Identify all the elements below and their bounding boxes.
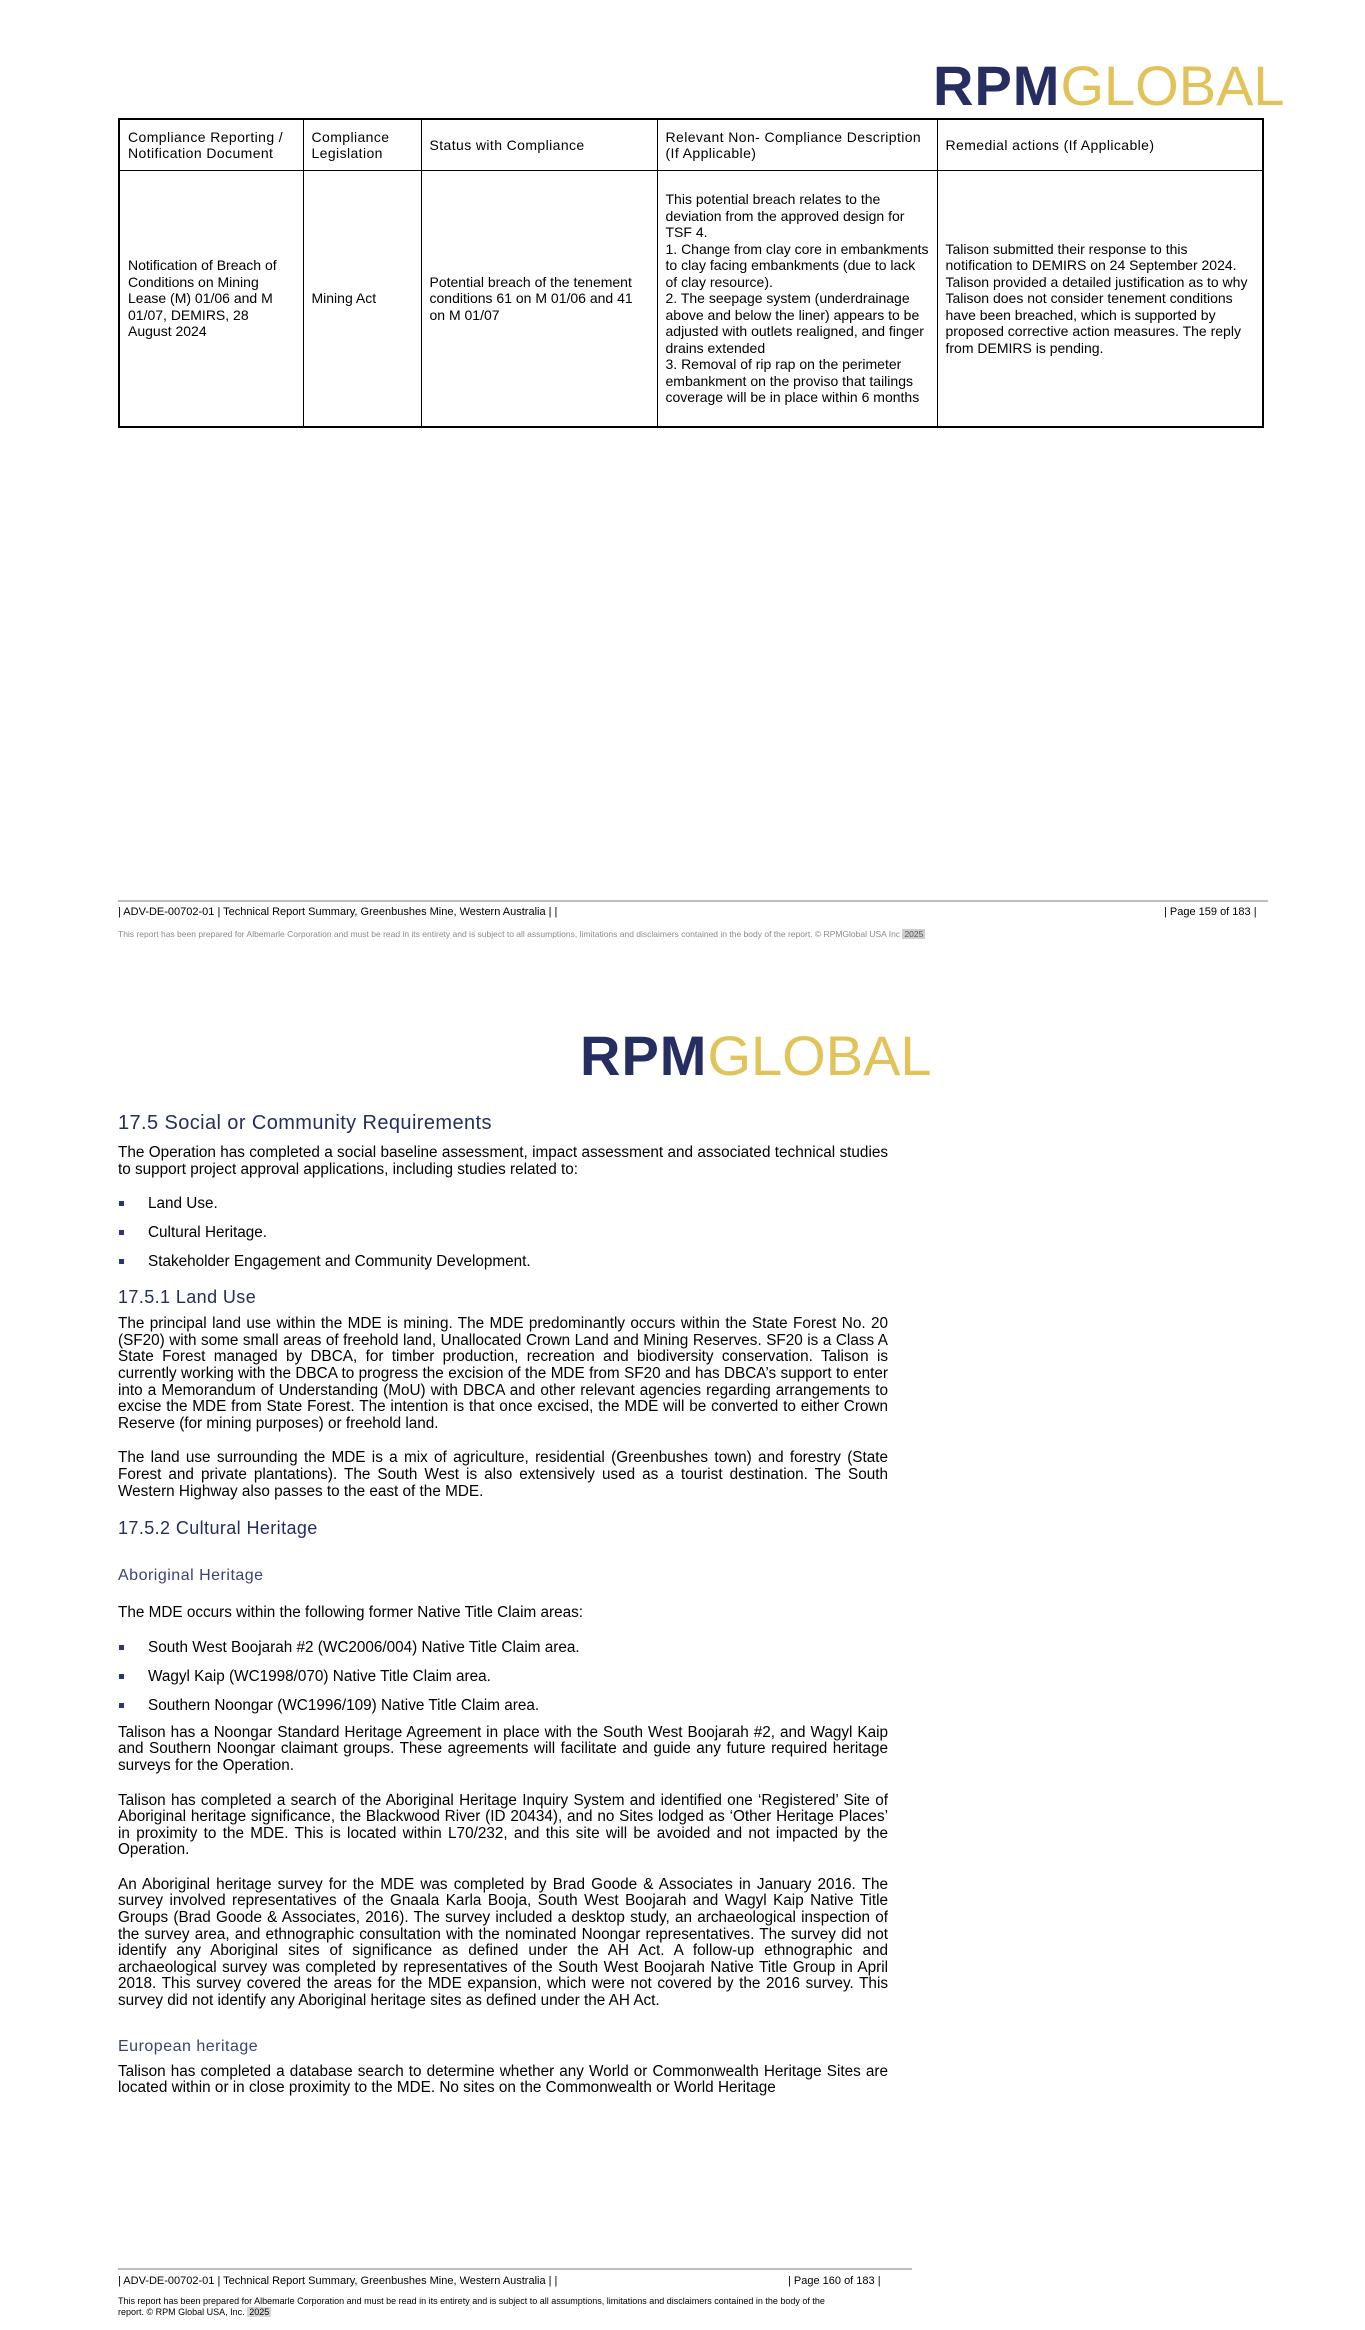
- aboriginal-intro: The MDE occurs within the following former Native Title Claim areas:: [118, 1604, 584, 1622]
- section-title: 17.5 Social or Community Requirements: [118, 1112, 492, 1134]
- land-use-paragraph-1: The principal land use within the MDE is mining. The MDE predominantly occurs within the State Forest No. 20 (SF20) with some small areas of freehold land, Unallocated Crown Land and Mining Reserves. SF20 is a Class A State Forest managed by DBCA, for timber production, recreation and biodiversity conservation. Talison is currently working with the DBCA to progress the excision of the MDE from SF20 and has DBCA’s support to enter into a Memorandum of Understanding (MoU) with DBCA and other relevant agencies regarding arrangements to excise the MDE from State Forest. The intention is that once excised, the MDE will be converted to either Crown Reserve (for mining purposes) or freehold land.: [118, 1315, 888, 1432]
- compliance-table: [118, 118, 1264, 428]
- rpmglobal-logo: [933, 54, 1285, 117]
- disclaimer-year-2: 2025: [249, 2307, 270, 2317]
- land-use-paragraph-2: The land use surrounding the MDE is a mix of agriculture, residential (Greenbushes town) and forestry (State Forest and private plantations). The South West is also extensively used as a tourist destination. The South Western Highway also passes to the east of the MDE.: [118, 1449, 888, 1500]
- aboriginal-heritage-title: Aboriginal Heritage: [118, 1567, 264, 1585]
- aboriginal-paragraph-2: Talison has completed a search of the Aboriginal Heritage Inquiry System and identified one ‘Registered’ Site of Aboriginal heritage significance, the Blackwood River (ID 20434), and no Sites lodged as ‘Other Heritage Places’ in proximity to the MDE. This is located within L70/232, and this site will be avoided and not impacted by the Operation.: [118, 1791, 888, 1859]
- cell-description: This potential breach relates to the deviation from the approved design for TSF 4. 1. Change from clay core in embankments to clay facing embankments (due to lack of clay resource). 2. The seepage system (underdrainage above and below the liner) appears to be adjusted with outlets realigned, and finger drains extended 3. Removal of rip rap on the perimeter embankment on the proviso that tailings coverage will be in place within 6 months: [657, 171, 937, 427]
- footer-disclaimer-2: [118, 2296, 908, 2318]
- header-document: Compliance Reporting / Notification Document: [119, 119, 303, 171]
- list-item: South West Boojarah #2 (WC2006/004) Native Title Claim area.: [118, 1640, 888, 1669]
- disclaimer-text-2: report. © RPM Global USA, Inc.: [118, 2307, 245, 2317]
- land-use-title: 17.5.1 Land Use: [118, 1287, 257, 1308]
- native-title-list: [118, 1640, 888, 1727]
- list-item: Cultural Heritage.: [118, 1225, 888, 1254]
- aboriginal-paragraph-3: An Aboriginal heritage survey for the MDE was completed by Brad Goode & Associates in January 2016. The survey involved representatives of the Gnaala Karla Booja, South West Boojarah and Wagyl Kaip Native Title Groups (Brad Goode & Associates, 2016). The survey included a desktop study, an archaeological inspection of the survey area, and ethnographic consultation with the nominated Noongar representatives. The survey did not identify any Aboriginal sites of significance as defined under the AH Act. A follow-up ethnographic and archaeological survey was completed by representatives of the South West Boojarah Native Title Group in April 2018. This survey covered the areas for the MDE expansion, which were not covered by the 2016 survey. This survey did not identify any Aboriginal heritage sites as defined under the AH Act.: [118, 1875, 888, 2010]
- footer-divider: [118, 900, 1268, 902]
- logo-global: GLOBAL: [707, 1024, 932, 1087]
- logo-rpm: RPM: [580, 1024, 708, 1087]
- list-item: Southern Noongar (WC1996/109) Native Title Claim area.: [118, 1698, 888, 1727]
- list-item: Wagyl Kaip (WC1998/070) Native Title Claim area.: [118, 1669, 888, 1698]
- footer-page-number-2: | Page 160 of 183 |: [788, 2275, 881, 2287]
- aboriginal-paragraph-1: Talison has a Noongar Standard Heritage Agreement in place with the South West Boojarah #2, and Wagyl Kaip and Southern Noongar claimant groups. These agreements will facilitate and guide any future required heritage surveys for the Operation.: [118, 1723, 888, 1774]
- intro-paragraph: The Operation has completed a social baseline assessment, impact assessment and associated technical studies to support project approval applications, including studies related to:: [118, 1144, 888, 1178]
- footer-disclaimer: [118, 929, 925, 939]
- cell-legislation: Mining Act: [303, 171, 421, 427]
- intro-bullet-list: [118, 1196, 888, 1283]
- logo-rpm: RPM: [933, 54, 1061, 117]
- table-header-row: [119, 119, 1263, 171]
- list-item: Land Use.: [118, 1196, 888, 1225]
- logo-global: GLOBAL: [1060, 54, 1285, 117]
- header-description: Relevant Non- Compliance Description (If Applicable): [657, 119, 937, 171]
- header-legislation: Compliance Legislation: [303, 119, 421, 171]
- cell-remedial: Talison submitted their response to this notification to DEMIRS on 24 September 2024. Talison provided a detailed justification as to why Talison does not consider tenement conditions have been breached, which is supported by proposed corrective action measures. The reply from DEMIRS is pending.: [937, 171, 1263, 427]
- cell-document: Notification of Breach of Conditions on Mining Lease (M) 01/06 and M 01/07, DEMIRS, 28 August 2024: [119, 171, 303, 427]
- page-content: [118, 1112, 888, 2097]
- cell-status: Potential breach of the tenement conditions 61 on M 01/06 and 41 on M 01/07: [421, 171, 657, 427]
- footer-divider-2: [118, 2268, 912, 2270]
- rpmglobal-logo-2: [580, 1024, 932, 1087]
- disclaimer-line-1: This report has been prepared for Albemarle Corporation and must be read in its entirety and is subject to all assumptions, limitations and disclaimers contained in the body of the: [118, 2296, 825, 2306]
- header-status: Status with Compliance: [421, 119, 657, 171]
- header-remedial: Remedial actions (If Applicable): [937, 119, 1263, 171]
- disclaimer-line-2: [118, 2307, 908, 2318]
- footer-left: | ADV-DE-00702-01 | Technical Report Summary, Greenbushes Mine, Western Australia | |: [118, 906, 558, 918]
- european-paragraph: Talison has completed a database search to determine whether any World or Commonwealth Heritage Sites are located within or in close proximity to the MDE. No sites on the Commonwealth or World Heritage: [118, 2062, 888, 2097]
- footer-left-2: | ADV-DE-00702-01 | Technical Report Summary, Greenbushes Mine, Western Australia | |: [118, 2275, 558, 2287]
- footer-page-number: | Page 159 of 183 |: [1164, 906, 1257, 918]
- disclaimer-year: 2025: [904, 929, 924, 939]
- disclaimer-text: This report has been prepared for Albemarle Corporation and must be read in its entirety and is subject to all assumptions, limitations and disclaimers contained in the body of the report. © RPMGlobal USA Inc: [118, 929, 901, 939]
- table-row: [119, 171, 1263, 427]
- european-heritage-title: European heritage: [118, 2037, 259, 2055]
- cultural-heritage-title: 17.5.2 Cultural Heritage: [118, 1518, 318, 1539]
- list-item: Stakeholder Engagement and Community Development.: [118, 1254, 888, 1283]
